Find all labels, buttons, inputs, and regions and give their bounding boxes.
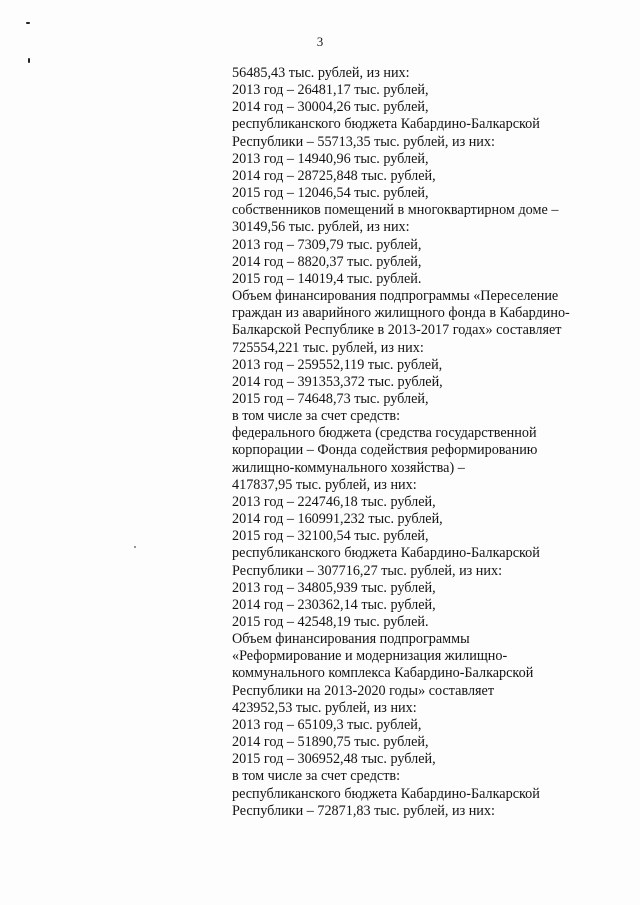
text-line: 2013 год – 26481,17 тыс. рублей,: [232, 82, 429, 99]
text-line: Республики – 72871,83 тыс. рублей, из них:: [232, 802, 495, 819]
text-line: 2013 год – 65109,3 тыс. рублей,: [232, 716, 422, 733]
text-line: граждан из аварийного жилищного фонда в Кабардино-: [232, 305, 570, 322]
text-line: республиканского бюджета Кабардино-Балкарской: [232, 785, 540, 802]
text-line: 2013 год – 14940,96 тыс. рублей,: [232, 150, 429, 167]
text-line: в том числе за счет средств:: [232, 408, 401, 425]
text-line: 2013 год – 224746,18 тыс. рублей,: [232, 493, 436, 510]
scan-speck: [28, 58, 30, 63]
text-line: 423952,53 тыс. рублей, из них:: [232, 699, 417, 716]
page-number: 3: [316, 34, 324, 49]
text-line: жилищно-коммунального хозяйства) –: [232, 459, 465, 476]
text-line: 2015 год – 14019,4 тыс. рублей.: [232, 270, 422, 287]
text-line: Республики на 2013-2020 годы» составляет: [232, 682, 495, 699]
text-line: 2014 год – 30004,26 тыс. рублей,: [232, 99, 429, 116]
scan-speck: [134, 546, 136, 548]
text-line: 417837,95 тыс. рублей, из них:: [232, 476, 417, 493]
text-line: собственников помещений в многоквартирном доме –: [232, 202, 559, 219]
text-line: в том числе за счет средств:: [232, 768, 401, 785]
text-line: 2015 год – 74648,73 тыс. рублей,: [232, 390, 429, 407]
text-line: республиканского бюджета Кабардино-Балкарской: [232, 116, 540, 133]
text-line: Балкарской Республике в 2013-2017 годах» составляет: [232, 322, 562, 339]
document-body: [232, 65, 632, 820]
text-line: 2014 год – 8820,37 тыс. рублей,: [232, 253, 422, 270]
text-line: 2015 год – 32100,54 тыс. рублей,: [232, 528, 429, 545]
text-line: Объем финансирования подпрограммы: [232, 631, 470, 648]
text-line: 2014 год – 160991,232 тыс. рублей,: [232, 511, 443, 528]
text-line: 2015 год – 12046,54 тыс. рублей,: [232, 185, 429, 202]
text-line: 2013 год – 259552,119 тыс. рублей,: [232, 356, 443, 373]
text-line: 30149,56 тыс. рублей, из них:: [232, 219, 410, 236]
text-line: коммунального комплекса Кабардино-Балкарской: [232, 665, 534, 682]
text-line: федерального бюджета (средства государственной: [232, 425, 537, 442]
text-line: 2013 год – 34805,939 тыс. рублей,: [232, 579, 436, 596]
text-line: 2014 год – 28725,848 тыс. рублей,: [232, 167, 436, 184]
text-line: 2014 год – 51890,75 тыс. рублей,: [232, 734, 429, 751]
text-line: 56485,43 тыс. рублей, из них:: [232, 65, 410, 81]
text-line: 2015 год – 42548,19 тыс. рублей.: [232, 614, 429, 630]
text-line: 2013 год – 7309,79 тыс. рублей,: [232, 236, 422, 253]
text-line: корпорации – Фонда содействия реформированию: [232, 442, 538, 459]
text-line: Республики – 55713,35 тыс. рублей, из них:: [232, 133, 495, 150]
text-line: 2014 год – 391353,372 тыс. рублей,: [232, 373, 443, 390]
scan-speck: [26, 22, 30, 24]
text-line: Объем финансирования подпрограммы «Переселение: [232, 288, 559, 305]
text-line: «Реформирование и модернизация жилищно-: [232, 648, 508, 665]
text-line: Республики – 307716,27 тыс. рублей, из них:: [232, 562, 503, 579]
text-line: 2014 год – 230362,14 тыс. рублей,: [232, 596, 436, 613]
text-line: республиканского бюджета Кабардино-Балкарской: [232, 545, 540, 562]
text-line: 725554,221 тыс. рублей, из них:: [232, 339, 424, 356]
text-line: 2015 год – 306952,48 тыс. рублей,: [232, 751, 436, 768]
